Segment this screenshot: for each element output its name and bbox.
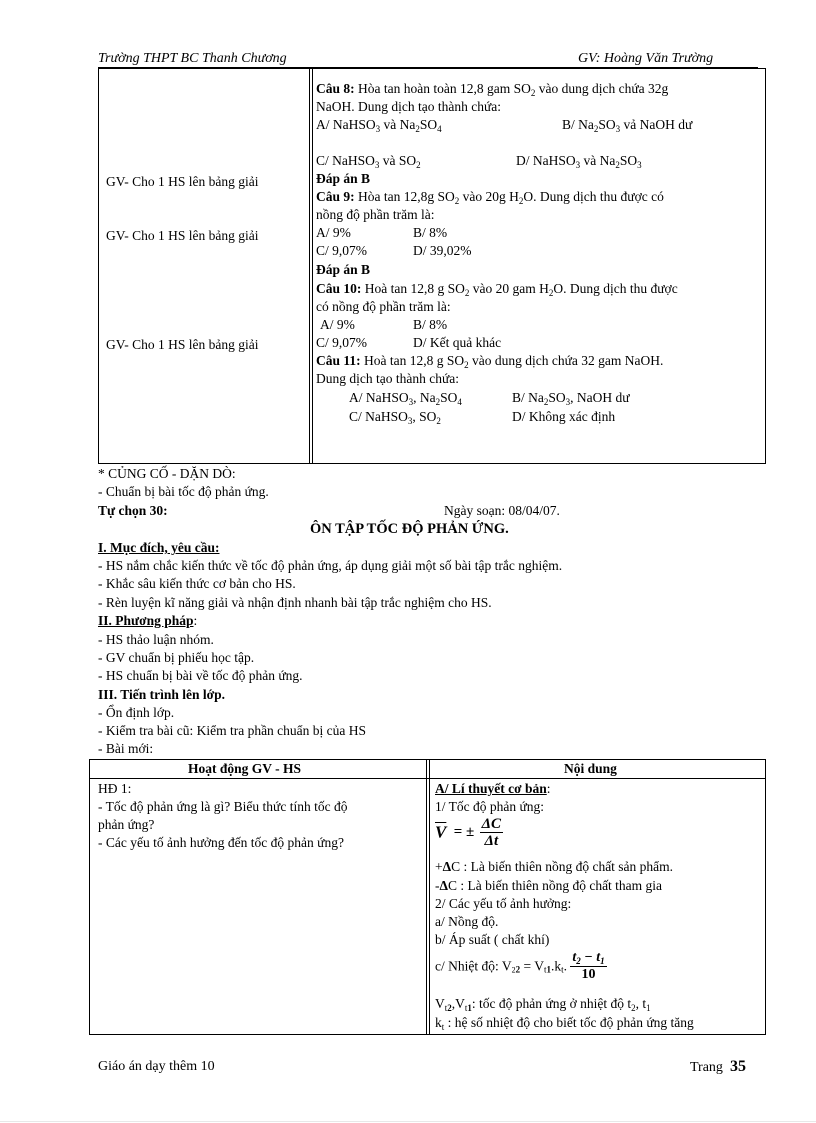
q11-option-b: B/ $Na_2SO_3$, NaOH dư	[512, 390, 630, 407]
factors-heading: 2/ Các yếu tố ảnh hưởng:	[435, 896, 572, 911]
q9-option-c: C/ 9,07%	[316, 243, 368, 258]
section-3-item: - Kiểm tra bài cũ: Kiểm tra phần chuẩn bị của HS	[98, 723, 367, 738]
delta-c-product: +ΔC : Là biến thiên nồng độ chất sản phẩm.	[435, 859, 674, 874]
q9-option-d: D/ 39,02%	[413, 243, 472, 258]
theory-title: A/ Lí thuyết cơ bản:	[435, 781, 551, 796]
q9-option-b: B/ 8%	[413, 225, 448, 240]
q11-option-c: C/ NaHSO$_3$, $SO_2$	[349, 409, 441, 426]
q8-option-d: D/ NaHSO$_3$ và $Na_2SO_3$	[516, 153, 642, 170]
q10-line2: có nồng độ phần trăm là:	[316, 299, 451, 314]
q8-option-c: C/ NaHSO$_3$ và $SO_2$	[316, 153, 421, 170]
table1-left-1: GV- Cho 1 HS lên bảng giải	[106, 174, 259, 189]
section-3-item: - Bài mới:	[98, 741, 154, 756]
vt-definition: $V_{t2},V_{t1}$: tốc độ phản ứng ở nhiệt độ $t_2$, $t_1$	[435, 996, 651, 1013]
table1-left-2: GV- Cho 1 HS lên bảng giải	[106, 228, 259, 243]
table2-header-content: Nội dung	[564, 761, 617, 776]
footer-left: Giáo án dạy thêm 10	[98, 1059, 215, 1074]
q10-line1: Câu 10: Hoà tan 12,8 g $SO_2$ vào 20 gam $H_2O$. Dung dịch thu được	[316, 281, 678, 298]
q8-option-b: B/ $Na_2SO_3$ vả NaOH dư	[562, 117, 693, 134]
factor-pressure: b/ Áp suất ( chất khí)	[435, 932, 550, 947]
table2-left-line: phản ứng?	[98, 817, 155, 832]
rate-heading: 1/ Tốc độ phản ứng:	[435, 799, 545, 814]
section-1-item: - Rèn luyện kĩ năng giải và nhận định nhanh bài tập trắc nghiệm cho HS.	[98, 595, 492, 610]
section-1-heading: I. Mục đích, yêu cầu:	[98, 540, 220, 555]
section-2-heading: II. Phương pháp:	[98, 613, 198, 628]
header-school: Trường THPT BC Thanh Chương	[98, 51, 287, 66]
footer-page: Trang 35	[690, 1058, 746, 1075]
table2-left-line: - Tốc độ phản ứng là gì? Biểu thức tính tốc độ	[98, 799, 348, 814]
page-title: ÔN TẬP TỐC ĐỘ PHẢN ỨNG.	[310, 521, 509, 537]
table1-left-3: GV- Cho 1 HS lên bảng giải	[106, 337, 259, 352]
q11-line1: Câu 11: Hoà tan 12,8 g $SO_2$ vào dung dịch chứa 32 gam NaOH.	[316, 353, 664, 370]
page-bottom-edge	[0, 1121, 816, 1122]
q8-option-a: A/ NaHSO$_3$ và $Na_2SO_4$	[316, 117, 442, 134]
section-2-item: - HS chuẩn bị bài về tốc độ phản ứng.	[98, 668, 303, 683]
q11-option-d: D/ Không xác định	[512, 409, 616, 424]
tuchon-label: Tự chọn 30:	[98, 503, 168, 518]
q9-line2: nồng độ phần trăm là:	[316, 207, 435, 222]
table2-left-line: HĐ 1:	[98, 781, 132, 796]
delta-c-reactant: -ΔC : Là biến thiên nồng độ chất tham gia	[435, 878, 663, 893]
cungco-heading: * CỦNG CỐ - DẶN DÒ:	[98, 466, 236, 481]
section-2-item: - GV chuẩn bị phiếu học tập.	[98, 650, 255, 665]
q10-option-c: C/ 9,07%	[316, 335, 368, 350]
q10-option-d: D/ Kết quả khác	[413, 335, 502, 350]
table2-header-activity: Hoạt động GV - HS	[188, 761, 302, 776]
temperature-formula: c/ Nhiệt độ: $V_{22} = V_{t1}.k_t$. $\frac{t_2 - t_1}{10}$	[435, 950, 605, 982]
q10-option-a: A/ 9%	[320, 317, 355, 332]
ngay-soan: Ngày soạn: 08/04/07.	[444, 503, 560, 518]
rate-formula: $\overline{V}$ = ± $\frac{\Delta C}{\Delta t}$	[435, 816, 502, 849]
section-1-item: - HS nắm chắc kiến thức về tốc độ phản ứng, áp dụng giải một số bài tập trắc nghiệm.	[98, 558, 563, 573]
q9-option-a: A/ 9%	[316, 225, 351, 240]
section-3-heading: III. Tiến trình lên lớp.	[98, 687, 226, 702]
section-2-item: - HS thảo luận nhóm.	[98, 632, 214, 647]
section-3-item: - Ổn định lớp.	[98, 705, 175, 720]
kt-definition: $k_t$ : hệ số nhiệt độ cho biết tốc độ phản ứng tăng	[435, 1015, 694, 1032]
q11-option-a: A/ NaHSO$_3$, $Na_2SO_4$	[349, 390, 462, 407]
factor-concentration: a/ Nồng độ.	[435, 914, 499, 929]
q11-line2: Dung dịch tạo thành chứa:	[316, 371, 460, 386]
header-teacher: GV: Hoàng Văn Trường	[578, 51, 714, 66]
chuanbi-text: - Chuẩn bị bài tốc độ phản ứng.	[98, 484, 269, 499]
q9-answer: Đáp án B	[316, 262, 371, 277]
section-1-item: - Khắc sâu kiến thức cơ bản cho HS.	[98, 576, 296, 591]
q8-answer: Đáp án B	[316, 171, 371, 186]
q10-option-b: B/ 8%	[413, 317, 448, 332]
q9-line1: Câu 9: Hòa tan 12,8g $SO_2$ vào 20g $H_2O$. Dung dịch thu được có	[316, 189, 664, 206]
q8-line2: NaOH. Dung dịch tạo thành chứa:	[316, 99, 502, 114]
table2-left-line: - Các yếu tố ảnh hưởng đến tốc độ phản ứng?	[98, 835, 344, 850]
q8-line1: Câu 8: Hòa tan hoàn toàn 12,8 gam $SO_2$ vào dung dịch chứa 32g	[316, 81, 669, 98]
